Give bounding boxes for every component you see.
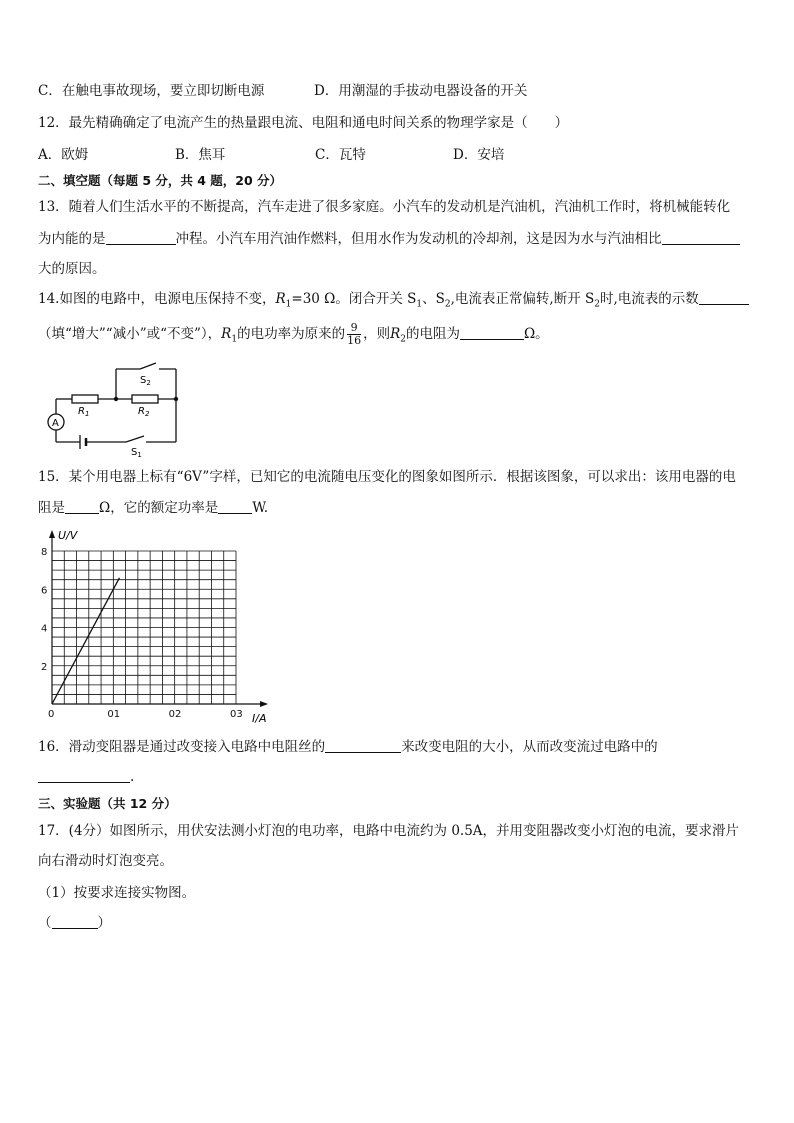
q11-options (38, 82, 527, 100)
q17-answer (38, 914, 111, 932)
q14-s2-sub: 2 (444, 299, 451, 310)
q14-text-2: =30 Ω。闭合开关 S (291, 291, 417, 307)
q14-r1-b: R (221, 326, 232, 342)
label-s2: $S_2$ (140, 375, 151, 387)
x-tick-label: 02 (168, 709, 182, 720)
q16-text-a: 16．滑动变阻器是通过改变接入电路中电阻丝的 (38, 739, 326, 755)
q12-stem: 12．最先精确确定了电流产生的热量跟电流、电阻和通电时间关系的物理学家是（ ） (38, 115, 569, 131)
switch-s2-blade (140, 363, 156, 369)
q16-line2 (38, 768, 134, 786)
q11-option-d: D．用潮湿的手拔动电器设备的开关 (314, 83, 528, 99)
q13-line3: 大的原因。 (38, 261, 106, 277)
q13-blank-1[interactable] (106, 230, 176, 245)
q12-options (38, 146, 504, 164)
q14-r1-sub: 1 (285, 299, 292, 310)
switch-s1-blade (126, 436, 144, 442)
y-tick-label: 2 (41, 661, 48, 673)
q14-text-9: 的电阻为 (405, 326, 460, 342)
x-axis-arrow (260, 701, 268, 707)
q14-text-4: ,电流表正常偏转,断开 S (450, 291, 595, 307)
q14-s2b-sub: 2 (594, 299, 600, 310)
q17-paren-open: （ (38, 915, 52, 931)
q16-text-b: 来改变电阻的大小，从而改变流过电路中的 (401, 739, 658, 755)
resistor-r2 (132, 395, 158, 403)
q14-text-10: Ω。 (523, 326, 549, 342)
q13-line1: 13．随着人们生活水平的不断提高，汽车走进了很多家庭。小汽车的发动机是汽油机，汽油机工作时，将机械能转化 (38, 199, 731, 215)
q16-blank-2[interactable] (38, 768, 130, 783)
x-tick-label: 03 (230, 709, 243, 720)
q12-option-c: C．瓦特 (315, 147, 366, 163)
q15-ui-chart (34, 526, 284, 726)
q14-r2: R (390, 326, 401, 342)
q14-blank-1[interactable] (699, 290, 749, 305)
q17-part1: （1）按要求连接实物图。 (38, 885, 196, 901)
q12-option-d: D．安培 (453, 147, 505, 163)
label-r2: $R_2$ (138, 406, 150, 418)
q17-paren-close: ） (97, 915, 111, 931)
chart-x-axis-label: I/A (252, 712, 267, 725)
junction-dot (114, 397, 118, 401)
section-3-title: 三、实验题（共 12 分） (38, 796, 177, 811)
q17-answer-blank[interactable] (52, 914, 98, 929)
q16-text-c: . (130, 769, 135, 785)
fraction-numerator: 9 (347, 322, 361, 335)
q15-line1: 15．某个用电器上标有“6V”字样，已知它的电流随电压变化的图象如图所示．根据该图象，可以求出：该用电器的电 (38, 469, 736, 485)
q14-text-1: 14.如图的电路中，电源电压保持不变， (38, 291, 276, 307)
q11-option-c: C．在触电事故现场，要立即切断电源 (38, 83, 265, 99)
q13-blank-2[interactable] (662, 230, 740, 245)
label-ammeter: A (52, 418, 59, 429)
q14-text-3: 、S (422, 291, 445, 307)
q13-line2 (38, 230, 740, 248)
q14-s1-sub: 1 (416, 299, 423, 310)
q14-text-8: ，则 (363, 326, 391, 342)
junction-dot (174, 397, 178, 401)
x-tick-label: 01 (107, 709, 121, 720)
label-r1: $R_1$ (78, 406, 90, 418)
q15-text-a: 阻是 (38, 500, 65, 516)
q13-text-b: 冲程。小汽车用汽油作燃料，但用水作为发动机的冷却剂，这是因为水与汽油相比 (175, 231, 662, 247)
q12-option-b: B．焦耳 (175, 147, 226, 163)
fraction-denominator: 16 (347, 334, 362, 347)
q15-text-b: Ω，它的额定功率是 (99, 500, 219, 516)
label-s1: $S_1$ (131, 447, 142, 457)
q14-r1-sub-b: 1 (231, 334, 238, 345)
q15-blank-2[interactable] (218, 499, 252, 514)
q14-text-6: （填“增大”“减小”或“不变”）， (38, 326, 222, 342)
y-axis-arrow (49, 530, 55, 538)
y-tick-label: 8 (41, 547, 48, 558)
q12-option-a: A．欧姆 (38, 147, 89, 163)
q16-blank-1[interactable] (325, 738, 401, 753)
q15-line2 (38, 499, 268, 517)
q17-line2: 向右滑动时灯泡变亮。 (38, 853, 173, 869)
resistor-r1 (72, 395, 98, 403)
q14-text-5: 时,电流表的示数 (599, 291, 699, 307)
y-tick-label: 4 (41, 623, 48, 635)
q15-text-c: W. (252, 500, 269, 516)
q14-blank-2[interactable] (460, 325, 524, 340)
x-tick-label: 0 (48, 709, 55, 720)
q14-line2 (38, 322, 549, 349)
q13-text-a: 为内能的是 (38, 231, 106, 247)
y-tick-label: 6 (41, 585, 48, 597)
q17-line1: 17．(4分）如图所示，用伏安法测小灯泡的电功率，电路中电流约为 0.5A，并用变阻器改变小灯泡的电流，要求滑片 (38, 823, 740, 839)
q14-r2-sub: 2 (400, 334, 406, 345)
q14-fraction (347, 322, 361, 347)
section-2-title: 二、填空题（每题 5 分，共 4 题，20 分） (38, 173, 283, 188)
q15-blank-1[interactable] (65, 499, 99, 514)
q14-circuit-diagram (42, 362, 187, 457)
q14-line1 (38, 290, 749, 314)
q14-text-7: 的电功率为原来的 (237, 326, 346, 342)
chart-y-axis-label: U/V (58, 529, 78, 542)
q16-line1 (38, 738, 658, 756)
q14-r1: R (275, 291, 286, 307)
